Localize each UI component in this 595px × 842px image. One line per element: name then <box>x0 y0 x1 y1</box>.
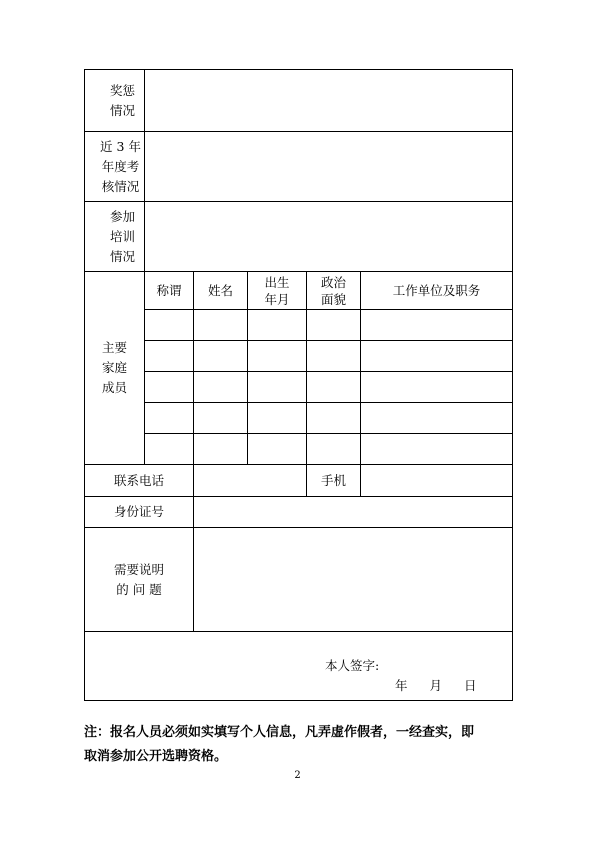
member-work-cell[interactable] <box>361 310 513 341</box>
member-relation-cell[interactable] <box>145 341 194 372</box>
member-work-cell[interactable] <box>361 434 513 465</box>
header-politics: 政治 面貌 <box>307 272 361 310</box>
signature-row <box>85 632 513 701</box>
member-name-cell[interactable] <box>194 403 248 434</box>
member-politics-cell[interactable] <box>307 403 361 434</box>
member-relation-cell[interactable] <box>145 372 194 403</box>
member-work-cell[interactable] <box>361 403 513 434</box>
member-birth-cell[interactable] <box>248 341 307 372</box>
issues-row <box>85 528 513 632</box>
member-relation-cell[interactable] <box>145 403 194 434</box>
header-relation: 称谓 <box>145 272 194 310</box>
signature-date <box>395 676 477 696</box>
id-row <box>85 497 513 528</box>
member-birth-cell[interactable] <box>248 434 307 465</box>
member-work-cell[interactable] <box>361 341 513 372</box>
month-label: 月 <box>429 678 443 693</box>
page-number: 2 <box>294 770 301 781</box>
training-row <box>85 202 513 272</box>
family-header-row <box>85 272 513 310</box>
family-member-row <box>85 372 513 403</box>
header-name: 姓名 <box>194 272 248 310</box>
awards-field[interactable] <box>145 70 513 132</box>
member-name-cell[interactable] <box>194 434 248 465</box>
family-member-row <box>85 434 513 465</box>
member-birth-cell[interactable] <box>248 372 307 403</box>
assessment-row <box>85 132 513 202</box>
member-birth-cell[interactable] <box>248 403 307 434</box>
member-name-cell[interactable] <box>194 341 248 372</box>
id-field[interactable] <box>194 497 513 528</box>
training-field[interactable] <box>145 202 513 272</box>
mobile-field[interactable] <box>361 465 513 497</box>
issues-field[interactable] <box>194 528 513 632</box>
id-label: 身份证号 <box>85 497 194 528</box>
footnote: 注：报名人员必须如实填写个人信息，凡弄虚作假者，一经查实，即 取消参加公开选聘资格。 <box>84 725 475 764</box>
member-politics-cell[interactable] <box>307 310 361 341</box>
member-name-cell[interactable] <box>194 310 248 341</box>
member-work-cell[interactable] <box>361 372 513 403</box>
awards-row <box>85 70 513 132</box>
signature-cell[interactable] <box>85 632 513 701</box>
header-birth: 出生 年月 <box>248 272 307 310</box>
member-politics-cell[interactable] <box>307 372 361 403</box>
header-work: 工作单位及职务 <box>361 272 513 310</box>
phone-label: 联系电话 <box>85 465 194 497</box>
member-relation-cell[interactable] <box>145 310 194 341</box>
member-name-cell[interactable] <box>194 372 248 403</box>
member-relation-cell[interactable] <box>145 434 194 465</box>
contact-row <box>85 465 513 497</box>
mobile-label: 手机 <box>307 465 361 497</box>
phone-field[interactable] <box>194 465 307 497</box>
family-member-row <box>85 403 513 434</box>
day-label: 日 <box>464 678 477 693</box>
member-politics-cell[interactable] <box>307 341 361 372</box>
family-member-row <box>85 341 513 372</box>
application-form-table <box>84 69 513 701</box>
signature-label: 本人签字: <box>325 658 380 673</box>
issues-label: 需要说明 的 问 题 <box>85 528 194 632</box>
family-member-row <box>85 310 513 341</box>
member-birth-cell[interactable] <box>248 310 307 341</box>
training-label: 参加 培训 情况 <box>85 202 145 272</box>
year-label: 年 <box>395 678 408 693</box>
assessment-label: 近 3 年 年度考 核情况 <box>85 132 145 202</box>
assessment-field[interactable] <box>145 132 513 202</box>
awards-label: 奖惩 情况 <box>85 70 145 132</box>
member-politics-cell[interactable] <box>307 434 361 465</box>
family-label: 主要 家庭 成员 <box>85 272 145 465</box>
